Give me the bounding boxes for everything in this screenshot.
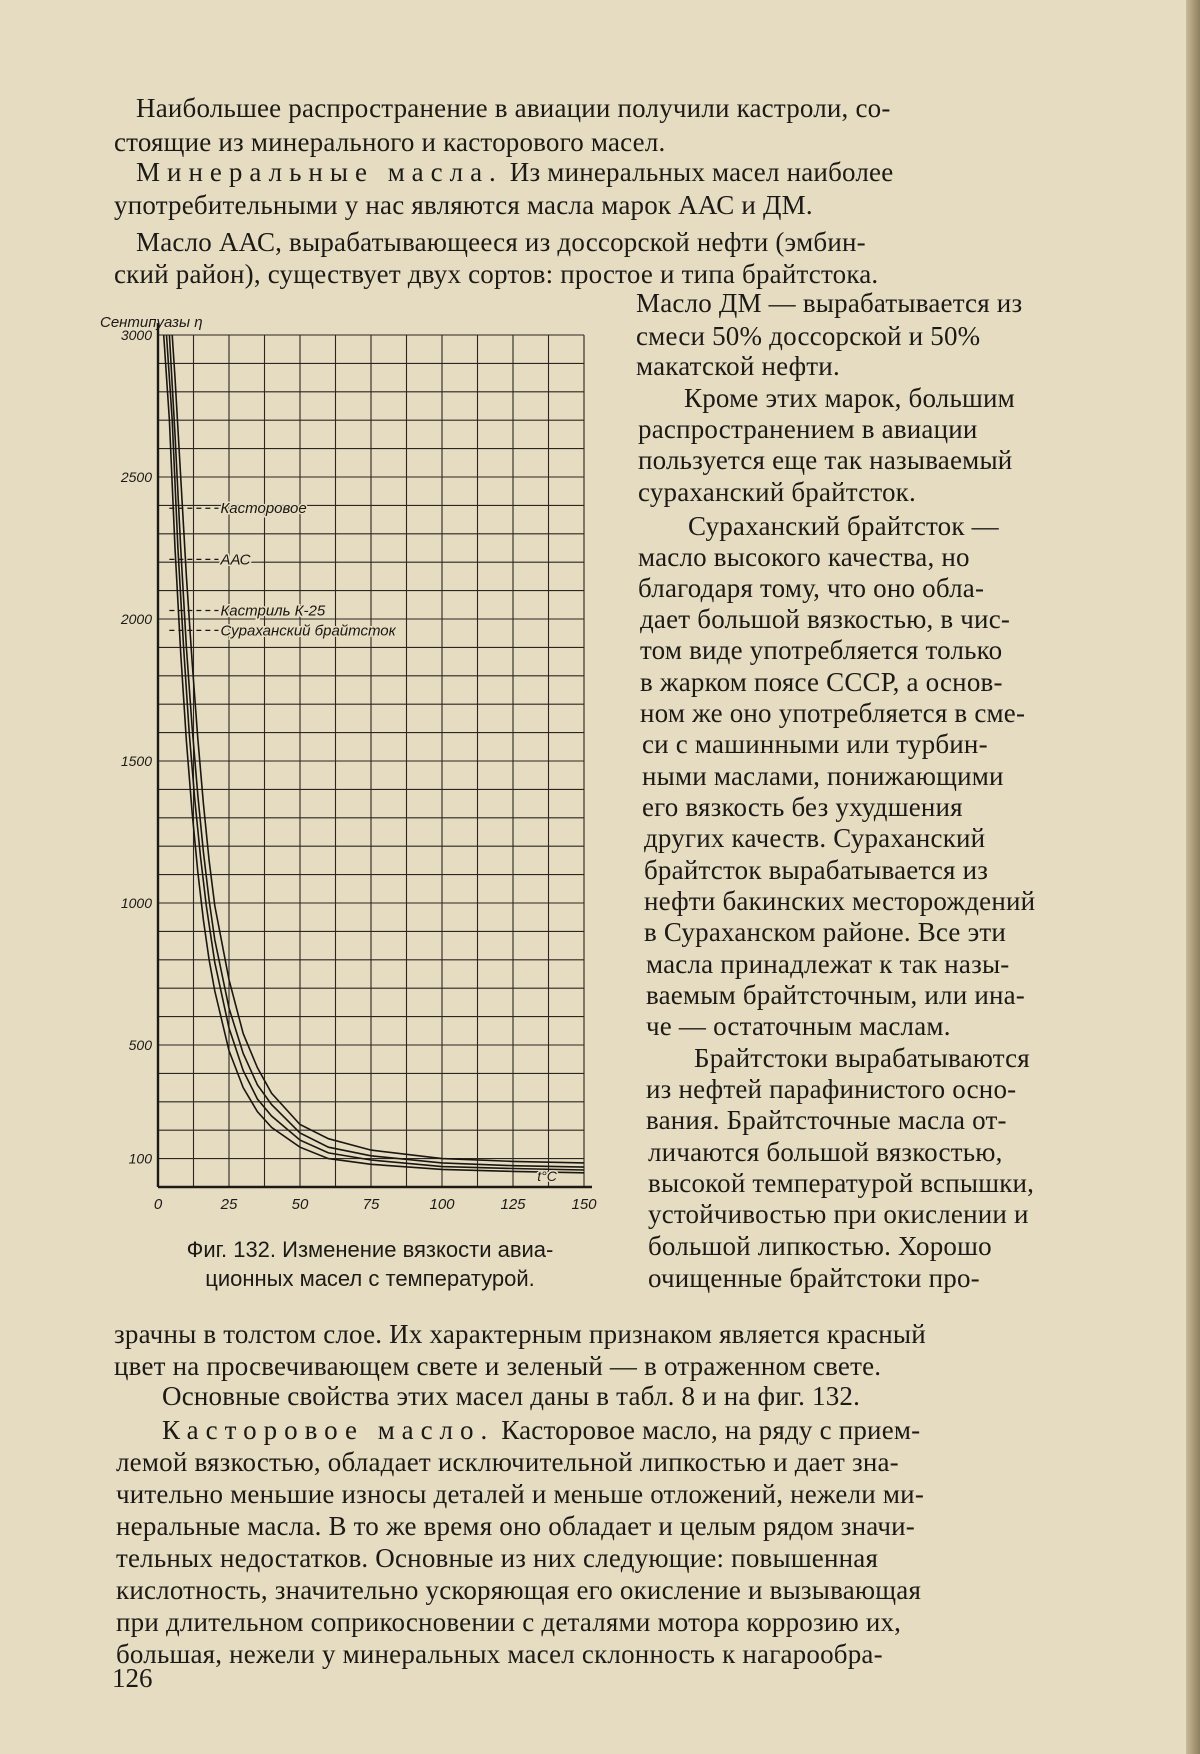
text-line-section-start: Минеральные масла. Из минеральных масел наиболее [136, 157, 894, 187]
series-label: Касторовое [220, 500, 307, 518]
text-line: том виде употребляется только [640, 635, 1003, 665]
text-line: в Сураханском районе. Все эти [644, 917, 1007, 947]
text-line: Масло ААС, вырабатывающееся из доссорской нефти (эмбин- [136, 227, 866, 257]
y-axis-label: Сентипуазы η [100, 314, 203, 331]
text-line: дает большой вязкостью, в чис- [640, 604, 1011, 634]
text-line: ными маслами, понижающими [642, 761, 1004, 791]
text-line: употребительными у нас являются масла марок ААС и ДМ. [114, 190, 813, 220]
chart-svg [98, 305, 610, 1235]
series-label: Сураханский брайтсток [220, 622, 396, 640]
text-line: ном же оно употребляется в сме- [640, 698, 1026, 728]
text-line: из нефтей парафинистого осно- [646, 1074, 1017, 1104]
text-line: цвет на просвечивающем свете и зеленый — в отраженном свете. [114, 1351, 882, 1381]
caption-line: Фиг. 132. Изменение вязкости авиа- [186, 1237, 554, 1262]
text-line: тельных недостатков. Основные из них следующие: повышенная [116, 1543, 879, 1573]
x-tick-label: 75 [362, 1196, 380, 1213]
y-tick-label: 2000 [120, 611, 152, 627]
text-line: Масло ДМ — вырабатывается из [636, 288, 1023, 318]
x-tick-label: 150 [571, 1196, 597, 1213]
text-line: масла принадлежат к так назы- [646, 949, 1010, 979]
text-line: вания. Брайтсточные масла от- [646, 1105, 1007, 1135]
x-tick-label: 25 [220, 1196, 238, 1213]
text-line: устойчивостью при окислении и [648, 1199, 1029, 1229]
section-heading-mineral: Минеральные масла. [136, 157, 503, 187]
text-line: пользуется еще так называемый [638, 445, 1013, 475]
text-line: масло высокого качества, но [638, 542, 970, 572]
text-line: че — остаточным маслам. [646, 1011, 951, 1041]
section-heading-castor: Касторовое масло. [162, 1415, 495, 1445]
x-tick-label: 0 [153, 1196, 163, 1213]
y-tick-label: 1000 [120, 895, 152, 911]
text-line: при длительном соприкосновении с деталями мотора коррозию их, [116, 1607, 902, 1637]
text-line: благодаря тому, что оно обла- [638, 573, 985, 603]
y-tick-label: 3000 [120, 327, 152, 343]
figure-caption [130, 1235, 610, 1293]
text-line: Брайтстоки вырабатываются [694, 1043, 1030, 1073]
caption-line: ционных масел с температурой. [205, 1266, 535, 1291]
text-line: сураханский брайтсток. [638, 477, 916, 507]
viscosity-chart [98, 305, 610, 1235]
series-line [172, 335, 584, 1163]
text-line: других качеств. Сураханский [644, 823, 986, 853]
text-line: очищенные брайтстоки про- [648, 1263, 980, 1293]
series-label: ААС [220, 551, 251, 569]
series-label: Кастриль К-25 [220, 602, 326, 620]
series-line [164, 335, 584, 1173]
text-line: неральные масла. В то же время оно обладает и целым рядом значи- [116, 1511, 915, 1541]
x-tick-label: 100 [429, 1196, 455, 1213]
text-line: Наибольшее распространение в авиации получили кастроли, со- [136, 93, 891, 123]
text-line: стоящие из минерального и касторового масел. [114, 127, 666, 157]
text-line: смеси 50% доссорской и 50% [636, 321, 981, 351]
text-line: Сураханский брайтсток — [688, 511, 999, 541]
y-tick-label: 100 [128, 1150, 152, 1167]
text-line: кислотность, значительно ускоряющая его окисление и вызывающая [116, 1575, 922, 1605]
text-line-section-start: Касторовое масло. Касторовое масло, на ряду с прием- [162, 1415, 921, 1445]
y-tick-label: 1500 [120, 753, 152, 769]
text-line: его вязкость без ухудшения [642, 792, 963, 822]
text-line: распространением в авиации [638, 414, 978, 444]
text-line: большая, нежели у минеральных масел склонность к нагарообра- [116, 1639, 883, 1669]
text-line: Кроме этих марок, большим [684, 383, 1015, 413]
text-line: лемой вязкостью, обладает исключительной липкостью и дает зна- [116, 1447, 899, 1477]
text-line: Основные свойства этих масел даны в табл. 8 и на фиг. 132. [162, 1381, 861, 1411]
text-line: зрачны в толстом слое. Их характерным признаком является красный [114, 1319, 926, 1349]
page-number: 126 [112, 1663, 153, 1693]
text-line: большой липкостью. Хорошо [648, 1231, 992, 1261]
text-line: ваемым брайтсточным, или ина- [646, 980, 1026, 1010]
x-axis-label: t°C [537, 1168, 557, 1184]
x-tick-label: 125 [500, 1196, 526, 1213]
series-line [169, 335, 584, 1167]
text-line: ский район), существует двух сортов: простое и типа брайтстока. [114, 259, 879, 289]
page-edge-shadow [1186, 0, 1200, 1754]
text-line: си с машинными или турбин- [642, 729, 988, 759]
x-tick-label: 50 [291, 1196, 309, 1213]
text-line: чительно меньшие износы деталей и меньше отложений, нежели ми- [116, 1479, 925, 1509]
text-line: личаются большой вязкостью, [648, 1137, 1003, 1167]
text-line: брайтсток вырабатывается из [644, 855, 989, 885]
y-tick-label: 2500 [120, 469, 152, 485]
text-line: макатской нефти. [636, 351, 840, 381]
y-tick-label: 500 [128, 1037, 152, 1053]
text-line: высокой температурой вспышки, [648, 1168, 1035, 1198]
text-line: в жарком поясе СССР, а основ- [640, 667, 1003, 697]
text-line: нефти бакинских месторождений [644, 886, 1036, 916]
